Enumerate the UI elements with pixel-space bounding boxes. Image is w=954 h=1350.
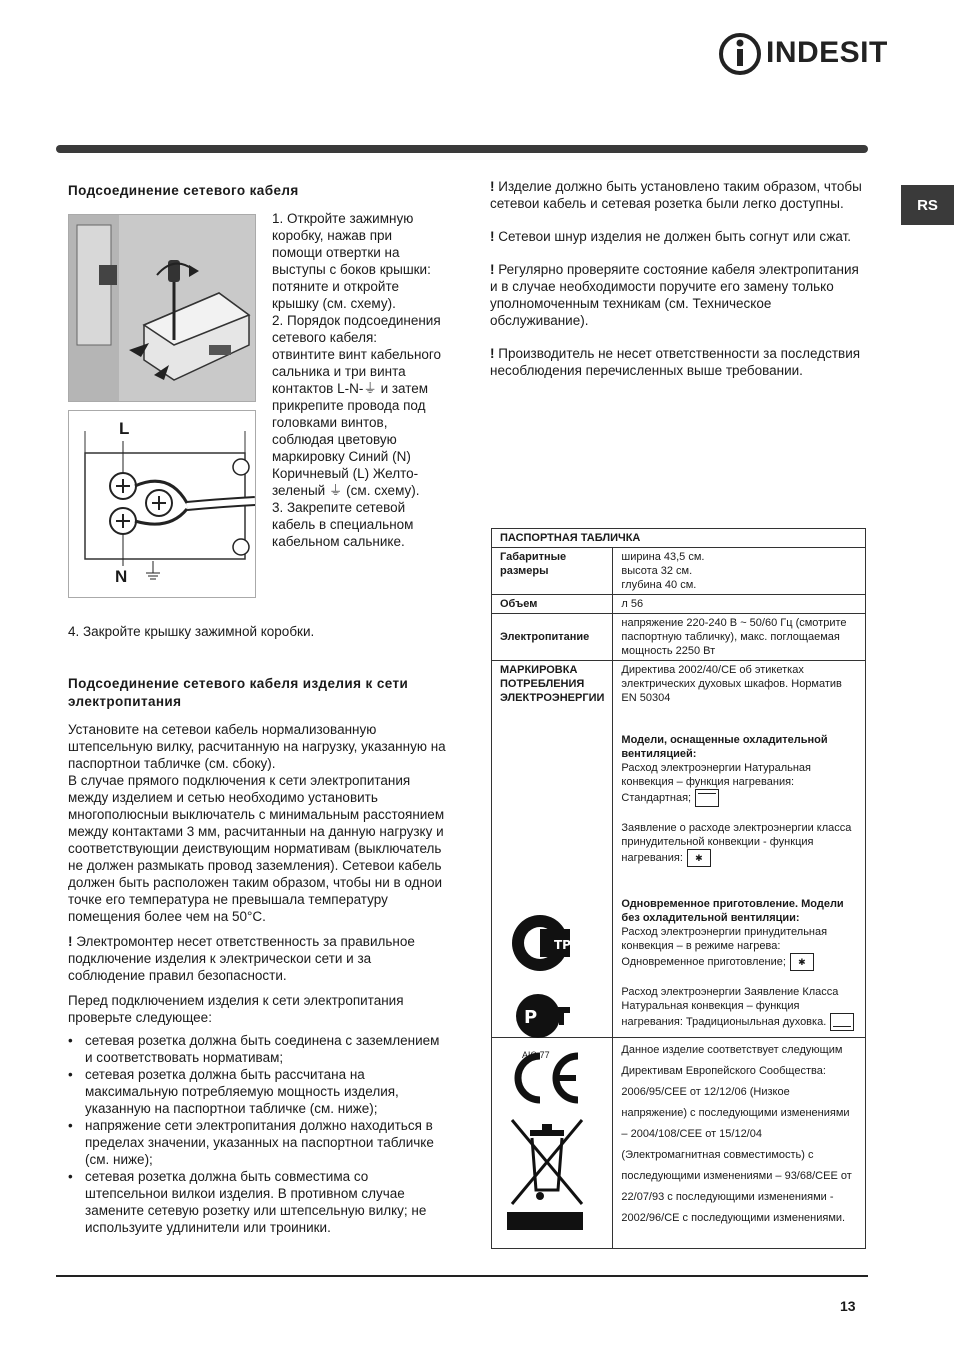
- table-header: ПАСПОРТНАЯ ТАБЛИЧКА: [492, 529, 866, 548]
- bottom-divider: [56, 1275, 868, 1277]
- gost-cert-icon: [510, 911, 574, 975]
- table-row: [492, 548, 866, 595]
- energy-value-cell: Директива 2002/40/CE об этикетках электрических духовых шкафов. Норматив EN 50304 Модели, оснащенные охладительной вентиляцией: Расход электроэнергии Натуральная конвекция – функция нагревания: Стандартная; Заявление о расходе электроэнергии класса принудительной конвекции - функция нагревания: ✱ Одновременное приготовление. Модели без охладительной вентиляции: Расход электроэнергии принудительная конвекция – в режиме нагрева: Одновременное приготовление; ✱ Расход электроэнергии Заявление Класса Натуральная конвекция – функция нагревания: Традиционыльная духовка.: [613, 661, 866, 1038]
- cert-code: АЮ 77: [522, 1050, 550, 1060]
- note: ! Регулярно проверяите состояние кабеля электропитания и в случае необходимости поручите его замену только уполномоченным техникам (см. Техническое обслуживание).: [490, 262, 859, 328]
- connection-steps: [272, 210, 442, 550]
- compliance-text: Данное изделие соответствует следующим Директивам Европейского Сообщества: 2006/95/CEE от 12/12/06 (Низкое напряжение) с последующими изменениями – 2004/108/CEE от 15/12/04 (Электромагнитная совместимость) с последующими изменениями – 93/68/CEE от 22/07/93 с последующими изменениями - 2002/96/CE с последующими изменениями.: [613, 1038, 866, 1249]
- energy-label-cell: МАРКИРОВКА ПОТРЕБЛЕНИЯ ЭЛЕКТРОЭНЕРГИИ ТР Р АЮ 77: [492, 661, 613, 1038]
- marking-cell: [492, 1038, 613, 1249]
- dims-label: Габаритные размеры: [492, 548, 613, 595]
- label-L: L: [119, 419, 130, 438]
- step-3: 3. Закрепите сетевой кабель в специальном кабельном сальнике.: [272, 500, 414, 549]
- section2-para4: Перед подключением изделия к сети электропитания проверьте следующее:: [68, 993, 404, 1025]
- section2-para2: В случае прямого подключения к сети электропитания между изделием и сетью необходимо установить многополюсныи выключатель с минимальным расстоянием между контактами 3 мм, расчитанныи на данную нагрузку и соответствующии деиствующим нормативам (выключатель не должен размыкать провод заземления). Сетевои кабель должен быть расположен таким образом, чтобы ни в однои точке его температура не превышала температуру помещения более чем на 50°C.: [68, 773, 445, 924]
- ce-mark-icon: [506, 1048, 586, 1108]
- natural-convection-icon: [695, 789, 719, 807]
- dims-value: ширина 43,5 см. высота 32 см. глубина 40 см.: [613, 548, 866, 595]
- top-divider: [56, 145, 868, 153]
- fan-convection-icon: ✱: [687, 849, 711, 867]
- page-number: 13: [840, 1298, 856, 1314]
- junction-box-figure: [68, 214, 256, 402]
- brand-name: INDESIT: [766, 36, 888, 69]
- indesit-logo-mark: [718, 30, 762, 78]
- power-value: напряжение 220-240 В ~ 50/60 Гц (смотрите паспортную табличку), макс. поглощаемая мощность 2250 Вт: [613, 614, 866, 661]
- table-row: [492, 661, 866, 1038]
- pct-cert-icon: [510, 991, 574, 1041]
- section1-title: Подсоединение сетевого кабеля: [68, 183, 299, 198]
- list-item: • сетевая розетка должна быть рассчитана на максимальную потребляемую мощность изделия, указанную на паспортнои табличке (см. ниже);: [85, 1066, 448, 1117]
- rating-plate-table: [491, 528, 866, 1249]
- fan-convection-icon: ✱: [790, 953, 814, 971]
- section2-para1: Установите на сетевои кабель нормализованную штепсельную вилку, расчитанную на нагрузку, указанную на паспортнои табличке (см. сбоку).: [68, 722, 446, 771]
- label-N: N: [115, 567, 128, 586]
- section2-body: [68, 721, 448, 1236]
- svg-text:ТР: ТР: [554, 938, 571, 952]
- step-1: 1. Откройте зажимную коробку, нажав при помощи отвертки на выступы с боков крышки: потяните и откройте крышку (см. схему).: [272, 211, 431, 311]
- svg-text:Р: Р: [524, 1007, 538, 1028]
- traditional-oven-icon: [830, 1013, 854, 1031]
- table-row: [492, 1038, 866, 1249]
- note: ! Производитель не несет ответственности за последствия несоблюдения перечисленных выше требовании.: [490, 346, 861, 378]
- indesit-logo: [718, 30, 888, 78]
- section2-title: Подсоединение сетевого кабеля изделия к сети электропитания: [68, 676, 409, 709]
- step-2: 2. Порядок подсоединения сетевого кабеля: отвинтите винт кабельного сальника и три винта контактов L-N-⏚ и затем прикрепите провода под головками винтов, соблюдая цветовую маркировку Синий (N) Коричневый (L) Желто-зеленый ⏚ (см. схему).: [272, 313, 442, 498]
- list-item: • сетевая розетка должна быть соединена с заземлением и соответствовать нормативам;: [85, 1032, 448, 1066]
- step-4: 4. Закройте крышку зажимной коробки.: [68, 624, 315, 639]
- wiring-diagram-figure: [68, 410, 256, 598]
- power-label: Электропитание: [492, 614, 613, 661]
- list-item: • сетевая розетка должна быть совместима со штепсельнои вилкои изделия. В противном случае замените сетевую розетку или штепсельную вилку; не используите удлинители или троиники.: [85, 1168, 448, 1236]
- checklist: [68, 1032, 448, 1236]
- note: ! Изделие должно быть установлено таким образом, чтобы сетевои кабель и сетевая розетка были легко доступны.: [490, 179, 862, 211]
- note: ! Сетевои шнур изделия не должен быть согнут или сжат.: [490, 229, 852, 244]
- volume-value: л 56: [613, 595, 866, 614]
- language-tab: RS: [901, 185, 954, 225]
- weee-bin-icon: [506, 1116, 586, 1236]
- list-item: • напряжение сети электропитания должно находиться в пределах значении, указанных на паспортнои табличке (см. ниже);: [85, 1117, 448, 1168]
- section2-para3: ! Электромонтер несет ответственность за правильное подключение изделия к электрическои сети и за соблюдение правил безопасности.: [68, 934, 415, 983]
- warning-notes: [490, 178, 865, 395]
- volume-label: Объем: [492, 595, 613, 614]
- table-row: [492, 595, 866, 614]
- table-row: [492, 614, 866, 661]
